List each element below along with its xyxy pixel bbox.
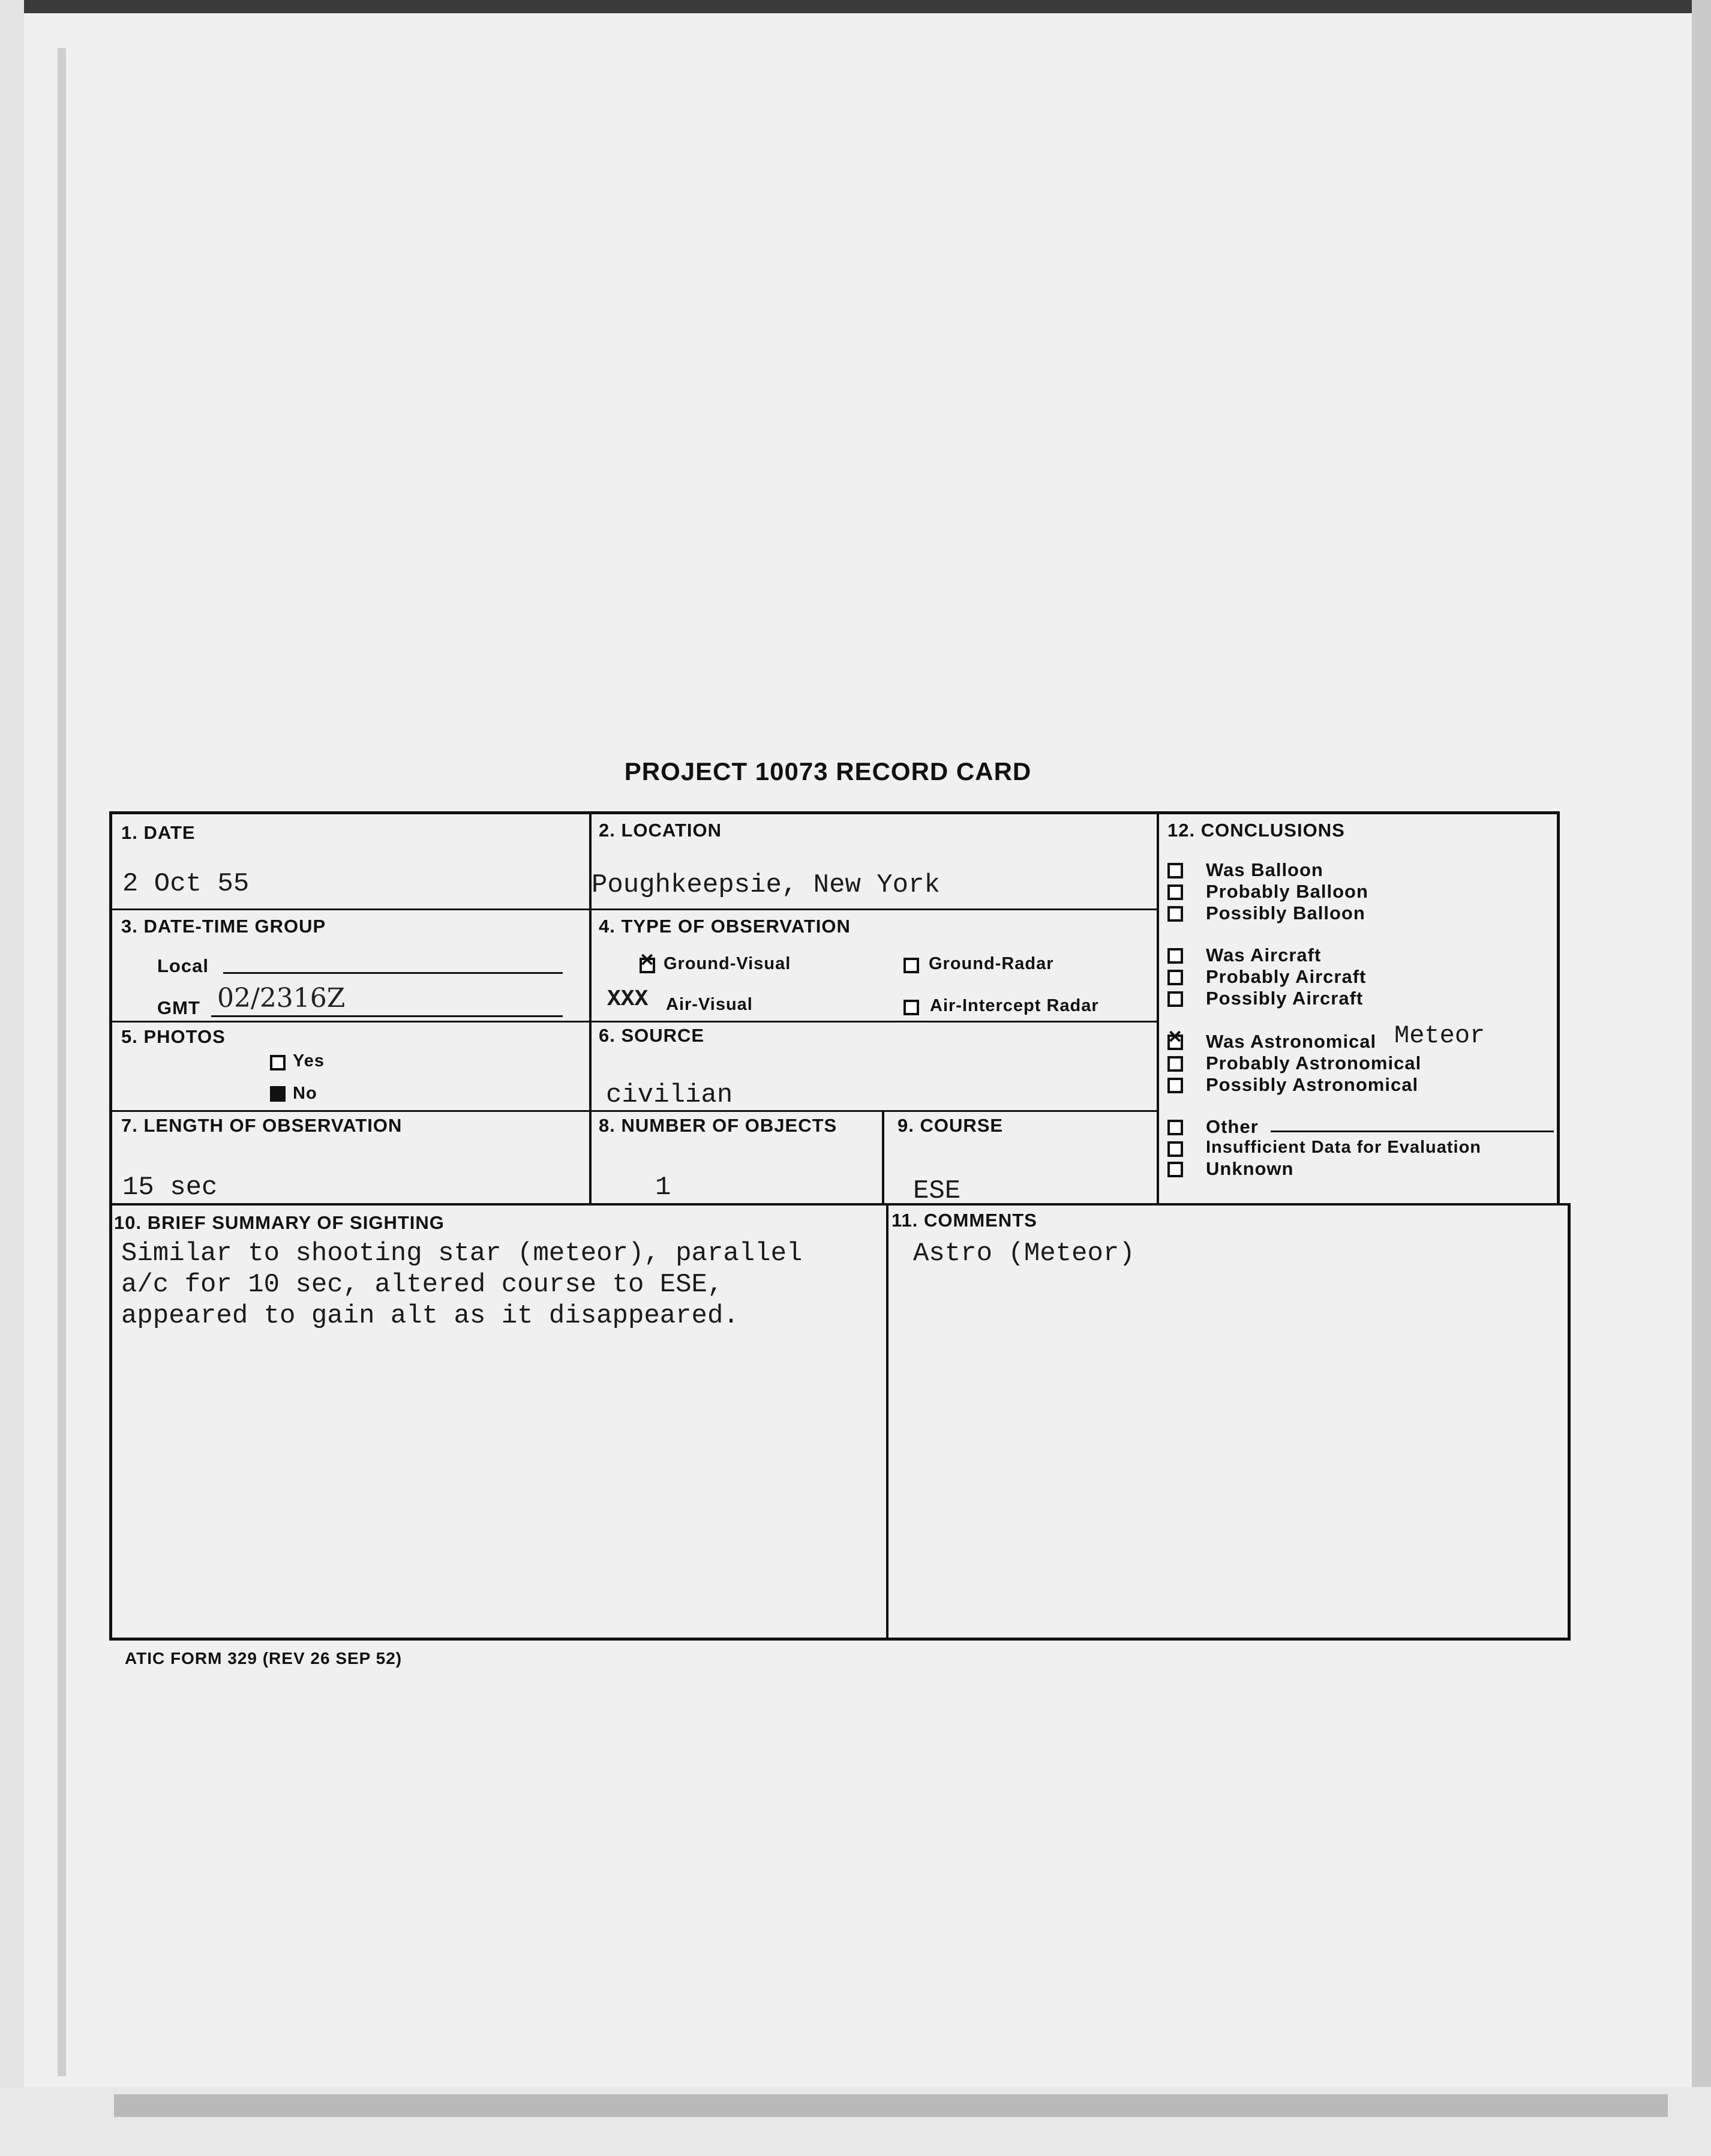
conclusion-label: Was Astronomical — [1206, 1031, 1377, 1052]
objects-value: 1 — [655, 1173, 671, 1203]
course-value: ESE — [913, 1176, 961, 1206]
frame-top — [109, 811, 1559, 814]
conclusion-checkbox — [1167, 1141, 1183, 1157]
conclusion-checkbox — [1167, 1078, 1183, 1093]
comments-label: 11. COMMENTS — [891, 1210, 1037, 1231]
conclusion-label: Unknown — [1206, 1158, 1294, 1179]
date-value: 2 Oct 55 — [122, 869, 250, 899]
scan-bottom-bar — [114, 2094, 1668, 2117]
comments-value: Astro (Meteor) — [913, 1239, 1135, 1269]
divider-summary — [886, 1203, 888, 1638]
frame-right-bottom — [1568, 1203, 1571, 1640]
divider-row1 — [109, 908, 1158, 910]
dtg-local-label: Local — [157, 955, 209, 976]
conclusion-label: Probably Balloon — [1206, 881, 1368, 902]
conclusion-label: Probably Astronomical — [1206, 1052, 1422, 1073]
scan-right-edge — [1692, 0, 1711, 2156]
frame-left — [109, 811, 112, 1641]
divider-row4 — [109, 1203, 1571, 1206]
photos-no-checkbox — [270, 1086, 286, 1102]
conclusion-checkbox — [1167, 1120, 1183, 1135]
form-code: ATIC FORM 329 (REV 26 SEP 52) — [125, 1649, 403, 1668]
summary-line-2: a/c for 10 sec, altered course to ESE, — [121, 1270, 724, 1300]
summary-line-3: appeared to gain alt as it disappeared. — [121, 1301, 739, 1331]
air-intercept-radar-checkbox — [903, 1000, 919, 1015]
conclusions-label: 12. CONCLUSIONS — [1167, 820, 1345, 841]
summary-label: 10. BRIEF SUMMARY OF SIGHTING — [114, 1212, 445, 1233]
conclusion-label: Possibly Aircraft — [1206, 988, 1364, 1009]
dtg-gmt-value: 02/2316Z — [217, 983, 346, 1013]
scan-shadow — [58, 48, 66, 2076]
date-label: 1. DATE — [121, 822, 196, 843]
length-label: 7. LENGTH OF OBSERVATION — [121, 1115, 403, 1136]
summary-line-1: Similar to shooting star (meteor), parallel — [121, 1239, 803, 1269]
divider-col2 — [1157, 811, 1159, 1204]
frame-bottom — [109, 1638, 1571, 1641]
scan-left-edge — [0, 0, 24, 2156]
divider-row3 — [109, 1110, 1158, 1112]
conclusion-label: Insufficient Data for Evaluation — [1206, 1138, 1481, 1157]
conclusion-checkbox — [1167, 1056, 1183, 1072]
conclusion-checkbox — [1167, 1162, 1183, 1177]
scan-top-edge — [0, 0, 1711, 13]
divider-row2 — [109, 1021, 1158, 1022]
conclusion-checkbox — [1167, 970, 1183, 985]
conclusion-checkbox — [1167, 948, 1183, 964]
conclusion-checkbox — [1167, 1034, 1183, 1050]
dtg-label: 3. DATE-TIME GROUP — [121, 916, 326, 937]
conclusion-checkbox — [1167, 884, 1183, 900]
photos-label: 5. PHOTOS — [121, 1026, 226, 1047]
photos-yes-label: Yes — [293, 1051, 325, 1070]
dtg-gmt-line — [211, 1015, 563, 1017]
conclusion-astronomical-note: Meteor — [1394, 1021, 1485, 1050]
conclusion-label: Was Balloon — [1206, 859, 1323, 880]
conclusion-other-line — [1271, 1131, 1554, 1132]
dtg-gmt-label: GMT — [157, 997, 200, 1018]
card-title: PROJECT 10073 RECORD CARD — [624, 757, 1032, 785]
frame-right-top — [1557, 811, 1560, 1205]
source-label: 6. SOURCE — [599, 1025, 705, 1046]
conclusion-label: Probably Aircraft — [1206, 966, 1367, 987]
source-value: civilian — [606, 1080, 733, 1110]
conclusion-label: Was Aircraft — [1206, 944, 1322, 965]
course-label: 9. COURSE — [897, 1115, 1004, 1136]
ground-radar-label: Ground-Radar — [929, 954, 1054, 973]
photos-yes-checkbox — [270, 1055, 286, 1070]
ground-visual-label: Ground-Visual — [664, 954, 791, 973]
conclusion-label: Possibly Balloon — [1206, 902, 1365, 923]
ground-visual-checkbox — [640, 958, 655, 973]
dtg-local-line — [223, 972, 563, 974]
conclusion-label: Possibly Astronomical — [1206, 1074, 1419, 1095]
location-value: Poughkeepsie, New York — [592, 870, 940, 900]
conclusion-label: Other — [1206, 1116, 1259, 1137]
air-visual-strike: XXX — [607, 986, 649, 1012]
conclusion-checkbox — [1167, 863, 1183, 878]
ground-radar-checkbox — [903, 958, 919, 973]
conclusion-checkbox — [1167, 906, 1183, 922]
divider-objects — [882, 1110, 884, 1204]
air-visual-label: Air-Visual — [666, 995, 753, 1014]
objects-label: 8. NUMBER OF OBJECTS — [599, 1115, 838, 1136]
length-value: 15 sec — [122, 1173, 218, 1203]
location-label: 2. LOCATION — [599, 820, 722, 841]
observation-type-label: 4. TYPE OF OBSERVATION — [599, 916, 851, 937]
air-intercept-radar-label: Air-Intercept Radar — [930, 996, 1099, 1015]
conclusion-checkbox — [1167, 991, 1183, 1007]
photos-no-label: No — [293, 1084, 317, 1103]
